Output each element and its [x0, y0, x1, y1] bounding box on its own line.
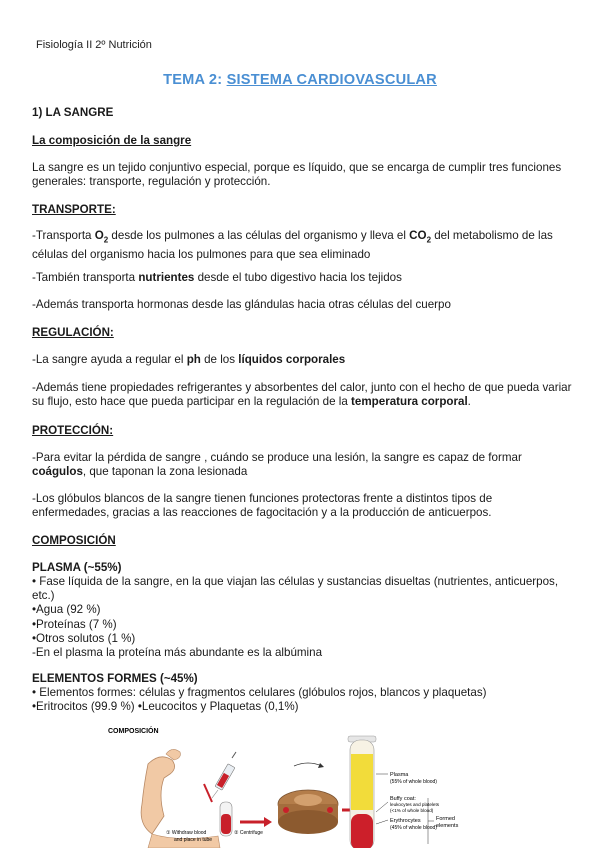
buffy-label: Buffy coat:: [390, 796, 416, 802]
transporte-paragraph-2: -También transporta nutrientes desde el tubo digestivo hacia los tejidos: [32, 271, 402, 284]
composicion-heading: COMPOSICIÓN: [32, 534, 116, 547]
step1-sublabel: and place in tube: [174, 837, 213, 843]
plasma-line: •Agua (92 %): [32, 603, 101, 617]
transporte-paragraph-3: -Además transporta hormonas desde las glándulas hacia otras células del cuerpo: [32, 298, 451, 311]
erythrocytes-sublabel: (45% of whole blood): [390, 825, 437, 831]
plasma-line: -En el plasma la proteína más abundante es la albúmina: [32, 646, 323, 660]
section-heading-la-sangre: 1) LA SANGRE: [32, 106, 114, 119]
step2-label: ② Centrifuge: [234, 830, 263, 836]
page-title: [0, 73, 600, 87]
plasma-title: PLASMA (~55%): [32, 561, 122, 574]
title-prefix: TEMA 2:: [163, 72, 227, 88]
regulacion-heading: REGULACIÓN:: [32, 326, 114, 339]
transporte-heading: TRANSPORTE:: [32, 203, 116, 216]
formes-title: ELEMENTOS FORMES (~45%): [32, 672, 198, 685]
transporte-paragraph-1: -Transporta $O_2$ desde los pulmones a las células del organismo y lleva el $CO_2$ del metabolismo de las células del organismo hacia los pulmones para que sea eliminado: [32, 229, 553, 261]
title-main: SISTEMA CARDIOVASCULAR: [226, 72, 437, 88]
intro-paragraph: La sangre es un tejido conjuntivo especial, porque es líquido, que se encarga de cumplir tres funciones generales: transporte, regulación y protección.: [32, 161, 562, 189]
proteccion-heading: PROTECCIÓN:: [32, 424, 114, 437]
figure-caption: COMPOSICIÓN: [108, 728, 159, 735]
buffy-sublabel-1: leukocytes and platelets: [390, 802, 440, 807]
formes-list: [32, 686, 572, 714]
composition-heading: La composición de la sangre: [32, 134, 192, 147]
erythrocytes-label: Erythrocytes: [390, 818, 421, 824]
proteccion-paragraph-1: -Para evitar la pérdida de sangre , cuándo se produce una lesión, la sangre es capaz de formar coágulos, que taponan la zona lesionada: [32, 451, 522, 479]
plasma-line: • Fase líquida de la sangre, en la que viajan las células y sustancias disueltas (nutrientes, anticuerpos, etc.): [32, 575, 559, 603]
syringe-illustration: [212, 752, 236, 798]
centrifuge-illustration: [278, 763, 338, 834]
plasma-line: •Otros solutos (1 %): [32, 631, 136, 645]
plasma-label: Plasma: [390, 772, 409, 778]
buffy-sublabel-2: (<1% of whole blood): [390, 808, 434, 813]
document-header: Fisiología II 2º Nutrición: [36, 39, 152, 51]
proteccion-paragraph-2: -Los glóbulos blancos de la sangre tienen funciones protectoras frente a distintos tipos de enfermedades, gracias a las reacciones de fagocitación y a la producción de anticuerpos.: [32, 492, 493, 520]
formed-label-1: Formed: [436, 816, 455, 822]
regulacion-paragraph-2: -Además tiene propiedades refrigerantes y absorbentes del calor, junto con el hecho de que pueda variar su flujo, esto hace que pueda participar en la regulación de la temperatura corporal.: [32, 381, 572, 409]
formes-line: • Elementos formes: células y fragmentos celulares (glóbulos rojos, blancos y plaquetas): [32, 686, 487, 699]
formed-label-2: elements: [436, 823, 459, 829]
formes-line: •Eritrocitos (99.9 %) •Leucocitos y Plaquetas (0,1%): [32, 700, 299, 714]
blood-composition-figure: [108, 724, 508, 848]
regulacion-paragraph-1: -La sangre ayuda a regular el ph de los líquidos corporales: [32, 353, 346, 366]
plasma-list: [32, 575, 572, 660]
separated-blood-tube: [348, 736, 376, 848]
plasma-sublabel: (55% of whole blood): [390, 779, 437, 785]
step1-label: ① Withdraw blood: [166, 830, 207, 836]
plasma-line: •Proteínas (7 %): [32, 617, 117, 631]
blood-tube-small: [220, 802, 232, 836]
